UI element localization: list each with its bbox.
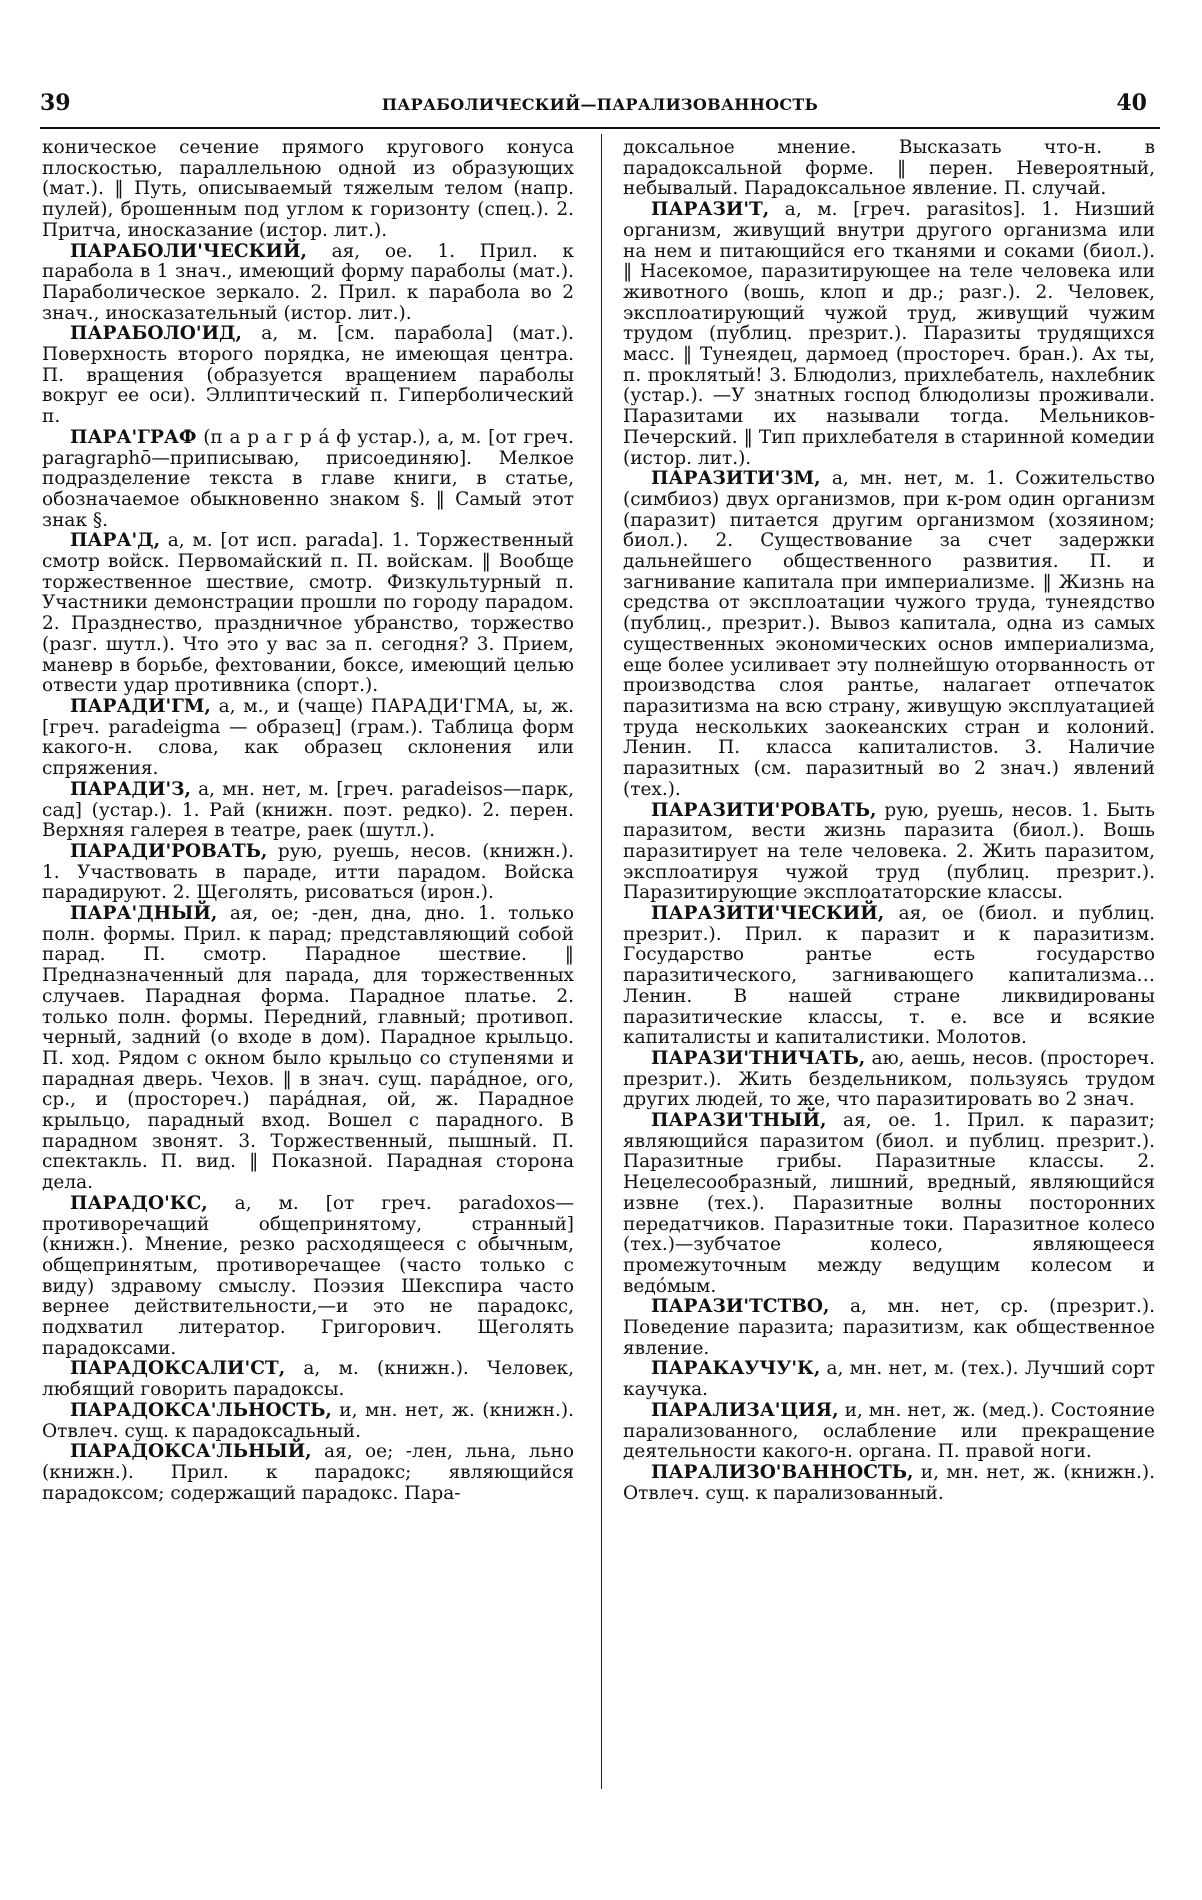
entry-text: а, м., и (чаще) ПАРАДИ'ГМА, ы, ж. [греч. paradeigma — образец] (грам.). Таблица форм какого-н. слова, как образец склонения или спряжения. [42, 695, 574, 780]
entry-text: ая, ое; -лен, льна, льно (книжн.). Прил. к парадокс; являющийся парадоксом; содержащий парадокс. Пара- [42, 1441, 574, 1504]
dictionary-entry [42, 1359, 574, 1400]
dictionary-entry [623, 1049, 1155, 1111]
entry-headword: ПАРА'Д, [70, 530, 161, 552]
entry-text: а, м. [греч. parasitos]. 1. Низший организм, живущий внутри другого организма или на нем и питающийся его тканями и соками (биол.). ‖ Насекомое, паразитирующее на теле человека или животного (вошь, клоп и др.; разг.). 2. Человек, эксплоатирующий чужой труд, живущий чужим трудом (публиц. презрит.). Паразиты трудящихся масс. ‖ Тунеядец, дармоед (простореч. бран.). Ах ты, п. проклятый! 3. Блюдолиз, прихлебатель, нахлебник (устар.). —У знатных господ блюдолизы проживали. Паразитами их называли тогда. Мельников-Печерский. ‖ Тип прихлебателя в старинной комедии (истор. лит.). [623, 199, 1155, 469]
entry-headword: ПАРАБОЛО'ИД, [70, 323, 242, 345]
dictionary-entry [623, 1111, 1155, 1297]
dictionary-entry [623, 1297, 1155, 1359]
right-column [623, 138, 1155, 1504]
entry-headword: ПАРАЗИ'ТНИЧАТЬ, [651, 1047, 866, 1069]
entry-text: а, мн. нет, м. 1. Сожительство (симбиоз) двух организмов, при к-ром один организм (паразит) питается другим организмом (хозяином; биол.). 2. Существование за счет задержки дальнейшего общественного развития. П. и загнивание капитала при империализме. ‖ Жизнь на средства от эксплоатации чужого труда, тунеядство (публиц., презрит.). Вывоз капитала, одна из самых существенных экономических основ империализма, еще более усиливает эту полнейшую оторванность от производства слоя рантье, налагает отпечаток паразитизма на всю страну, живущую эксплуатацией труда нескольких заокеанских стран и колоний. Ленин. П. класса капиталистов. 3. Наличие паразитных (см. паразитный во 2 знач.) явлений (тех.). [623, 468, 1155, 800]
entry-text: ая, ое; -ден, дна, дно. 1. только полн. формы. Прил. к парад; представляющий собой парад. П. смотр. Парадное шествие. ‖ Предназначенный для парада, для торжественных случаев. Парадная форма. Парадное платье. 2. только полн. формы. Передний, главный; противоп. черный, задний (о входе в дом). Парадное крыльцо. П. ход. Рядом с окном было крыльцо со ступенями и парадная дверь. Чехов. ‖ в знач. сущ. пара́дное, ого, ср., и (простореч.) пара́дная, ой, ж. Парадное крыльцо, парадный вход. Вошел с парадного. В парадном звонят. 3. Торжественный, пышный. П. спектакль. П. вид. ‖ Показной. Парадная сторона дела. [42, 903, 574, 1194]
dictionary-entry [42, 1442, 574, 1504]
entry-text: коническое сечение прямого кругового конуса плоскостью, параллельною одной из образующих (мат.). ‖ Путь, описываемый тяжелым телом (напр. пулей), брошенным под углом к горизонту (спец.). 2. Притча, иносказание (истор. лит.). [42, 137, 574, 241]
entry-headword: ПАРАЗИТИ'ЗМ, [651, 468, 821, 490]
entry-headword: ПАРА'ГРАФ [70, 426, 197, 448]
entry-headword: ПАРАЗИ'ТСТВО, [651, 1296, 830, 1318]
entry-continuation [623, 138, 1155, 200]
entry-headword: ПАРА'ДНЫЙ, [70, 903, 218, 925]
entry-text: (п а р а г р а́ ф устар.), а, м. [от греч. paragraphō—приписываю, присоединяю]. Мелкое подразделение текста в главе книги, в статье, обозначаемое обыкновенно знаком §. ‖ Самый этот знак §. [42, 426, 574, 531]
dictionary-entry [42, 324, 574, 428]
dictionary-entry [42, 531, 574, 697]
dictionary-entry [42, 904, 574, 1194]
entry-headword: ПАРАЗИ'Т, [651, 199, 770, 221]
entry-headword: ПАРАКАУЧУ'К, [651, 1358, 821, 1380]
dictionary-entry [42, 1401, 574, 1442]
entry-text: и, мн. нет, ж. (книжн.). Отвлеч. сущ. к парадоксальный. [42, 1399, 574, 1442]
dictionary-entry [623, 1401, 1155, 1463]
entry-headword: ПАРАДИ'З, [70, 778, 191, 800]
dictionary-entry [42, 842, 574, 904]
dictionary-entry [623, 1463, 1155, 1504]
dictionary-entry [42, 428, 574, 532]
dictionary-entry [42, 242, 574, 325]
entry-headword: ПАРАДОКСА'ЛЬНЫЙ, [70, 1441, 312, 1463]
dictionary-entry [42, 1194, 574, 1360]
dictionary-entry [42, 697, 574, 780]
entry-text: а, мн. нет, м. [греч. paradeisos—парк, сад] (устар.). 1. Рай (книжн. поэт. редко). 2. перен. Верхняя галерея в театре, раек (шутл.). [42, 778, 574, 842]
entry-continuation [42, 138, 574, 242]
dictionary-entry [623, 200, 1155, 469]
entry-headword: ПАРАДИ'ГМ, [70, 695, 211, 717]
column-divider [601, 134, 602, 1789]
dictionary-entry [42, 780, 574, 842]
entry-text: а, мн. нет, м. (тех.). Лучший сорт каучука. [623, 1358, 1155, 1401]
entry-headword: ПАРАДО'КС, [70, 1192, 208, 1214]
entry-text: ая, ое. 1. Прил. к паразит; являющийся паразитом (биол. и публиц. презрит.). Паразитные грибы. Паразитные классы. 2. Нецелесообразный, лишний, вредный, являющийся извне (тех.). Паразитные волны посторонних передатчиков. Паразитные токи. Паразитное колесо (тех.)—зубчатое колесо, являющееся промежуточным между ведущим колесом и ведо́мым. [623, 1110, 1155, 1297]
entry-text: а, мн. нет, ср. (презрит.). Поведение паразита; паразитизм, как общественное явление. [623, 1296, 1155, 1359]
dictionary-entry [623, 801, 1155, 905]
entry-text: а, м. [от исп. parada]. 1. Торжественный смотр войск. Первомайский п. П. войскам. ‖ Вообще торжественное шествие, смотр. Физкультурный п. Участники демонстрации прошли по городу парадом. 2. Празднество, праздничное убранство, торжество (разг. шутл.). Что это у вас за п. сегодня? 3. Прием, маневр в борьбе, фехтовании, боксе, имеющий целью отвести удар противника (спорт.). [42, 530, 574, 697]
entry-headword: ПАРАДИ'РОВАТЬ, [70, 840, 268, 862]
entry-headword: ПАРАЗИТИ'ЧЕСКИЙ, [651, 903, 885, 925]
entry-text: ая, ое (биол. и публиц. презрит.). Прил. к паразит и к паразитизм. Государство рантье есть государство паразитического, загнивающего капитализма… Ленин. В нашей стране ликвидированы паразитические классы, т. е. все и всякие капиталисты и капиталистики. Молотов. [623, 903, 1155, 1049]
entry-text: а, м. [от греч. paradoxos—противоречащий общепринятому, странный] (книжн.). Мнение, резко расходящееся с обычным, общепринятым, противоречащее (часто только с виду) здравому смыслу. Поэзия Шекспира часто вернее действительности,—и это не парадокс, подхватил литератор. Григорович. Щеголять парадоксами. [42, 1192, 574, 1359]
entry-headword: ПАРАЛИЗА'ЦИЯ, [651, 1399, 839, 1421]
left-column [42, 138, 574, 1504]
entry-headword: ПАРАДОКСАЛИ'СТ, [70, 1358, 286, 1380]
entry-headword: ПАРАЗИТИ'РОВАТЬ, [651, 799, 877, 821]
entry-text: аю, аешь, несов. (простореч. презрит.). Жить бездельником, пользуясь трудом других людей, то же, что паразитировать во 2 знач. [623, 1047, 1155, 1111]
entry-text: и, мн. нет, ж. (мед.). Состояние парализованного, ослабление или прекращение деятельности какого-н. органа. П. правой ноги. [623, 1399, 1155, 1463]
entry-text: доксальное мнение. Высказать что-н. в парадоксальной форме. ‖ перен. Невероятный, небывалый. Парадоксальное явление. П. случай. [623, 137, 1155, 200]
entry-headword: ПАРАДОКСА'ЛЬНОСТЬ, [70, 1399, 332, 1421]
page-number-left: 39 [40, 90, 71, 116]
entry-text: рую, руешь, несов. 1. Быть паразитом, вести жизнь паразита (биол.). Вошь паразитирует на теле человека. 2. Жить паразитом, эксплоатируя чужой труд (публиц. презрит.). Паразитирующие эксплоататорские классы. [623, 799, 1155, 904]
dictionary-entry [623, 1359, 1155, 1400]
running-header-title: ПАРАБОЛИЧЕСКИЙ—ПАРАЛИЗОВАННОСТЬ [381, 95, 819, 114]
dictionary-entry [623, 904, 1155, 1049]
entry-text: рую, руешь, несов. (книжн.). 1. Участвовать в параде, итти парадом. Войска парадируют. 2. Щеголять, рисоваться (ирон.). [42, 840, 574, 904]
entry-text: ая, ое. 1. Прил. к парабола в 1 знач., имеющий форму параболы (мат.). Параболическое зеркало. 2. Прил. к парабола во 2 знач., иносказательный (истор. лит.). [42, 240, 574, 324]
entry-headword: ПАРАБОЛИ'ЧЕСКИЙ, [70, 240, 307, 262]
header-rule [40, 127, 1160, 129]
entry-text: и, мн. нет, ж. (книжн.). Отвлеч. сущ. к парализованный. [623, 1462, 1155, 1504]
entry-text: а, м. [см. парабола] (мат.). Поверхность второго порядка, не имеющая центра. П. вращения (образуется вращением параболы вокруг ее оси). Эллиптический п. Гиперболический п. [42, 323, 574, 428]
dictionary-entry [623, 469, 1155, 800]
page-number-right: 40 [1116, 90, 1147, 116]
entry-text: а, м. (книжн.). Человек, любящий говорить парадоксы. [42, 1358, 574, 1401]
entry-headword: ПАРАЗИ'ТНЫЙ, [651, 1110, 827, 1132]
entry-headword: ПАРАЛИЗО'ВАННОСТЬ, [651, 1462, 914, 1483]
